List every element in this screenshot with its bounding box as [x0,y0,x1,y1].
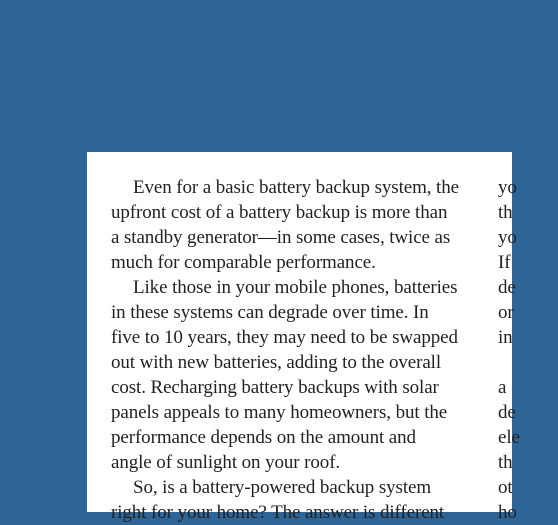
text-line: cost. Recharging battery backups with solar [111,377,439,398]
blank-line [498,350,558,375]
text-line: much for comparable performance. [111,252,376,273]
text-line: angle of sunlight on your roof. [111,452,341,473]
text-line: ele [498,427,520,448]
text-line: in [498,327,513,348]
text-line: th [498,452,513,473]
text-line: or [498,302,514,323]
text-line: right for your home? The answer is different [111,502,445,523]
text-line: de [498,402,516,423]
text-line: out with new batteries, adding to the overall [111,352,442,373]
text-line: yo [498,227,517,248]
text-line: de [498,277,516,298]
text-line: Like those in your mobile phones, batteries [133,277,458,298]
text-line: a [498,377,507,398]
text-line: upfront cost of a battery backup is more than [111,202,448,223]
text-line: Even for a basic battery backup system, the [133,177,459,198]
text-line: yo [498,177,517,198]
text-line: ho [498,502,517,523]
text-column-right [498,175,558,525]
text-line: ot [498,477,513,498]
document-page [87,152,520,523]
text-line: five to 10 years, they may need to be swapped [111,327,458,348]
text-line: th [498,202,513,223]
text-column-left [111,175,471,525]
text-line: a standby generator—in some cases, twice as [111,227,451,248]
text-line: performance depends on the amount and [111,427,416,448]
text-line: If [498,252,511,273]
text-line: So, is a battery-powered backup system [133,477,432,498]
text-line: in these systems can degrade over time. In [111,302,429,323]
text-line: panels appeals to many homeowners, but the [111,402,448,423]
